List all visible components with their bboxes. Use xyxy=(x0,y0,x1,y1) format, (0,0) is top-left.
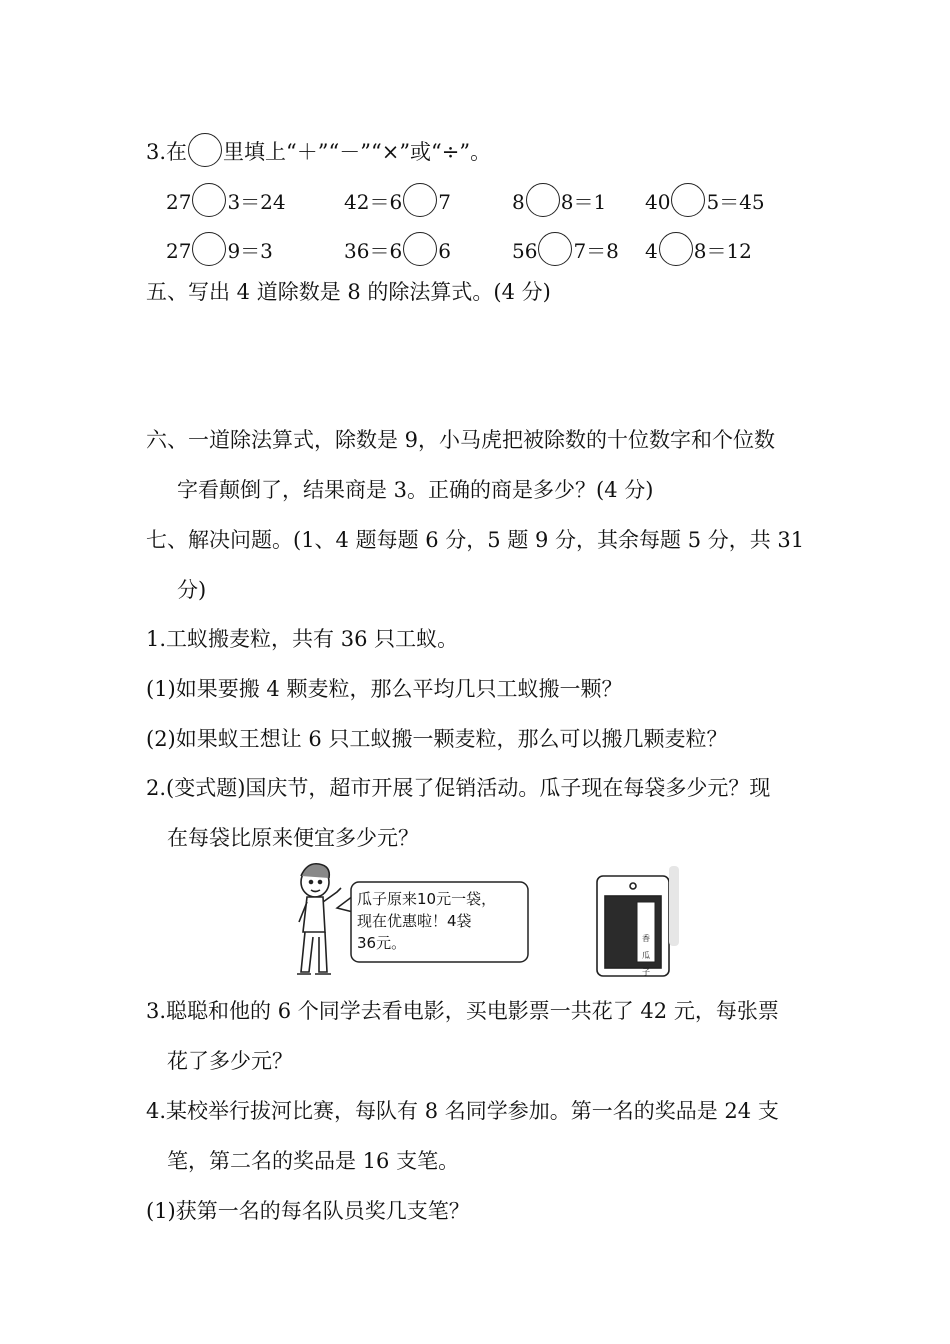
problem-4-q1: (1)获第一名的每名队员奖几支笔？ xyxy=(146,1199,470,1223)
problem-3-line2: 花了多少元？ xyxy=(167,1049,293,1073)
bag-label xyxy=(640,930,652,981)
section-7-line1: 七、解决问题。(1、4 题每题 6 分，5 题 9 分，其余每题 5 分，共 31 xyxy=(146,528,805,552)
blank-circle[interactable] xyxy=(671,183,705,217)
equation-left: 8 xyxy=(512,190,525,214)
seed-bag xyxy=(597,876,669,976)
blank-circle[interactable] xyxy=(659,232,693,266)
section-5-heading: 五、写出 4 道除数是 8 的除法算式。(4 分) xyxy=(146,280,551,304)
problem-1-title: 1.工蚁搬麦粒，共有 36 只工蚁。 xyxy=(146,627,459,651)
equation-right: 3＝24 xyxy=(227,190,286,214)
equation-right: 7 xyxy=(438,190,451,214)
blank-circle[interactable] xyxy=(403,232,437,266)
equation-right: 6 xyxy=(438,239,451,263)
equation xyxy=(166,183,286,217)
equation-right: 8＝12 xyxy=(693,239,752,263)
bubble-line: 36元。 xyxy=(357,934,407,952)
equation xyxy=(344,232,451,266)
equation xyxy=(166,232,273,266)
equation-left: 42＝6 xyxy=(344,190,403,214)
bag-label-char: 香 xyxy=(642,934,650,943)
equation-left: 4 xyxy=(645,239,658,263)
problem-1-q1: (1)如果要搬 4 颗麦粒，那么平均几只工蚁搬一颗？ xyxy=(146,677,623,701)
equation-right: 7＝8 xyxy=(573,239,619,263)
equation-right: 8＝1 xyxy=(560,190,607,214)
section-6-line1: 六、一道除法算式，除数是 9，小马虎把被除数的十位数字和个位数 xyxy=(146,428,776,452)
q3-title xyxy=(146,133,491,167)
problem-3-line1: 3.聪聪和他的 6 个同学去看电影，买电影票一共花了 42 元，每张票 xyxy=(146,999,779,1023)
promotion-illustration xyxy=(285,852,685,982)
equation-right: 5＝45 xyxy=(706,190,765,214)
equation xyxy=(512,232,619,266)
section-6-line2: 字看颠倒了，结果商是 3。正确的商是多少？(4 分) xyxy=(177,478,654,502)
equation xyxy=(645,183,765,217)
problem-2-line1: 2.(变式题)国庆节，超市开展了促销活动。瓜子现在每袋多少元？现 xyxy=(146,776,771,800)
blank-circle[interactable] xyxy=(192,183,226,217)
equation-left: 27 xyxy=(166,190,192,214)
bubble-line: 现在优惠啦！4袋 xyxy=(357,912,472,930)
boy-figure xyxy=(297,864,341,974)
problem-1-q2: (2)如果蚁王想让 6 只工蚁搬一颗麦粒，那么可以搬几颗麦粒？ xyxy=(146,727,728,751)
section-7-line2: 分) xyxy=(177,578,207,602)
q3-title-prefix: 3.在 xyxy=(146,140,188,164)
blank-circle[interactable] xyxy=(192,232,226,266)
bag-label-char: 瓜 xyxy=(642,951,650,960)
problem-2-line2: 在每袋比原来便宜多少元？ xyxy=(167,826,419,850)
equation xyxy=(344,183,451,217)
equation-left: 40 xyxy=(645,190,671,214)
equation-right: 9＝3 xyxy=(227,239,273,263)
equation-left: 36＝6 xyxy=(344,239,403,263)
blank-circle xyxy=(188,133,222,167)
equation xyxy=(512,183,606,217)
bubble-text xyxy=(357,888,496,954)
equation-left: 27 xyxy=(166,239,192,263)
problem-4-line1: 4.某校举行拔河比赛，每队有 8 名同学参加。第一名的奖品是 24 支 xyxy=(146,1099,779,1123)
blank-circle[interactable] xyxy=(538,232,572,266)
q3-title-suffix: 里填上“＋”“－”“×”或“÷”。 xyxy=(223,140,492,164)
blank-circle[interactable] xyxy=(526,183,560,217)
equation xyxy=(645,232,752,266)
equation-left: 56 xyxy=(512,239,538,263)
bubble-line: 瓜子原来10元一袋， xyxy=(357,890,497,908)
bag-shadow xyxy=(669,866,679,946)
bag-label-char: 子 xyxy=(642,968,650,977)
blank-circle[interactable] xyxy=(403,183,437,217)
problem-4-line2: 笔，第二名的奖品是 16 支笔。 xyxy=(167,1149,460,1173)
